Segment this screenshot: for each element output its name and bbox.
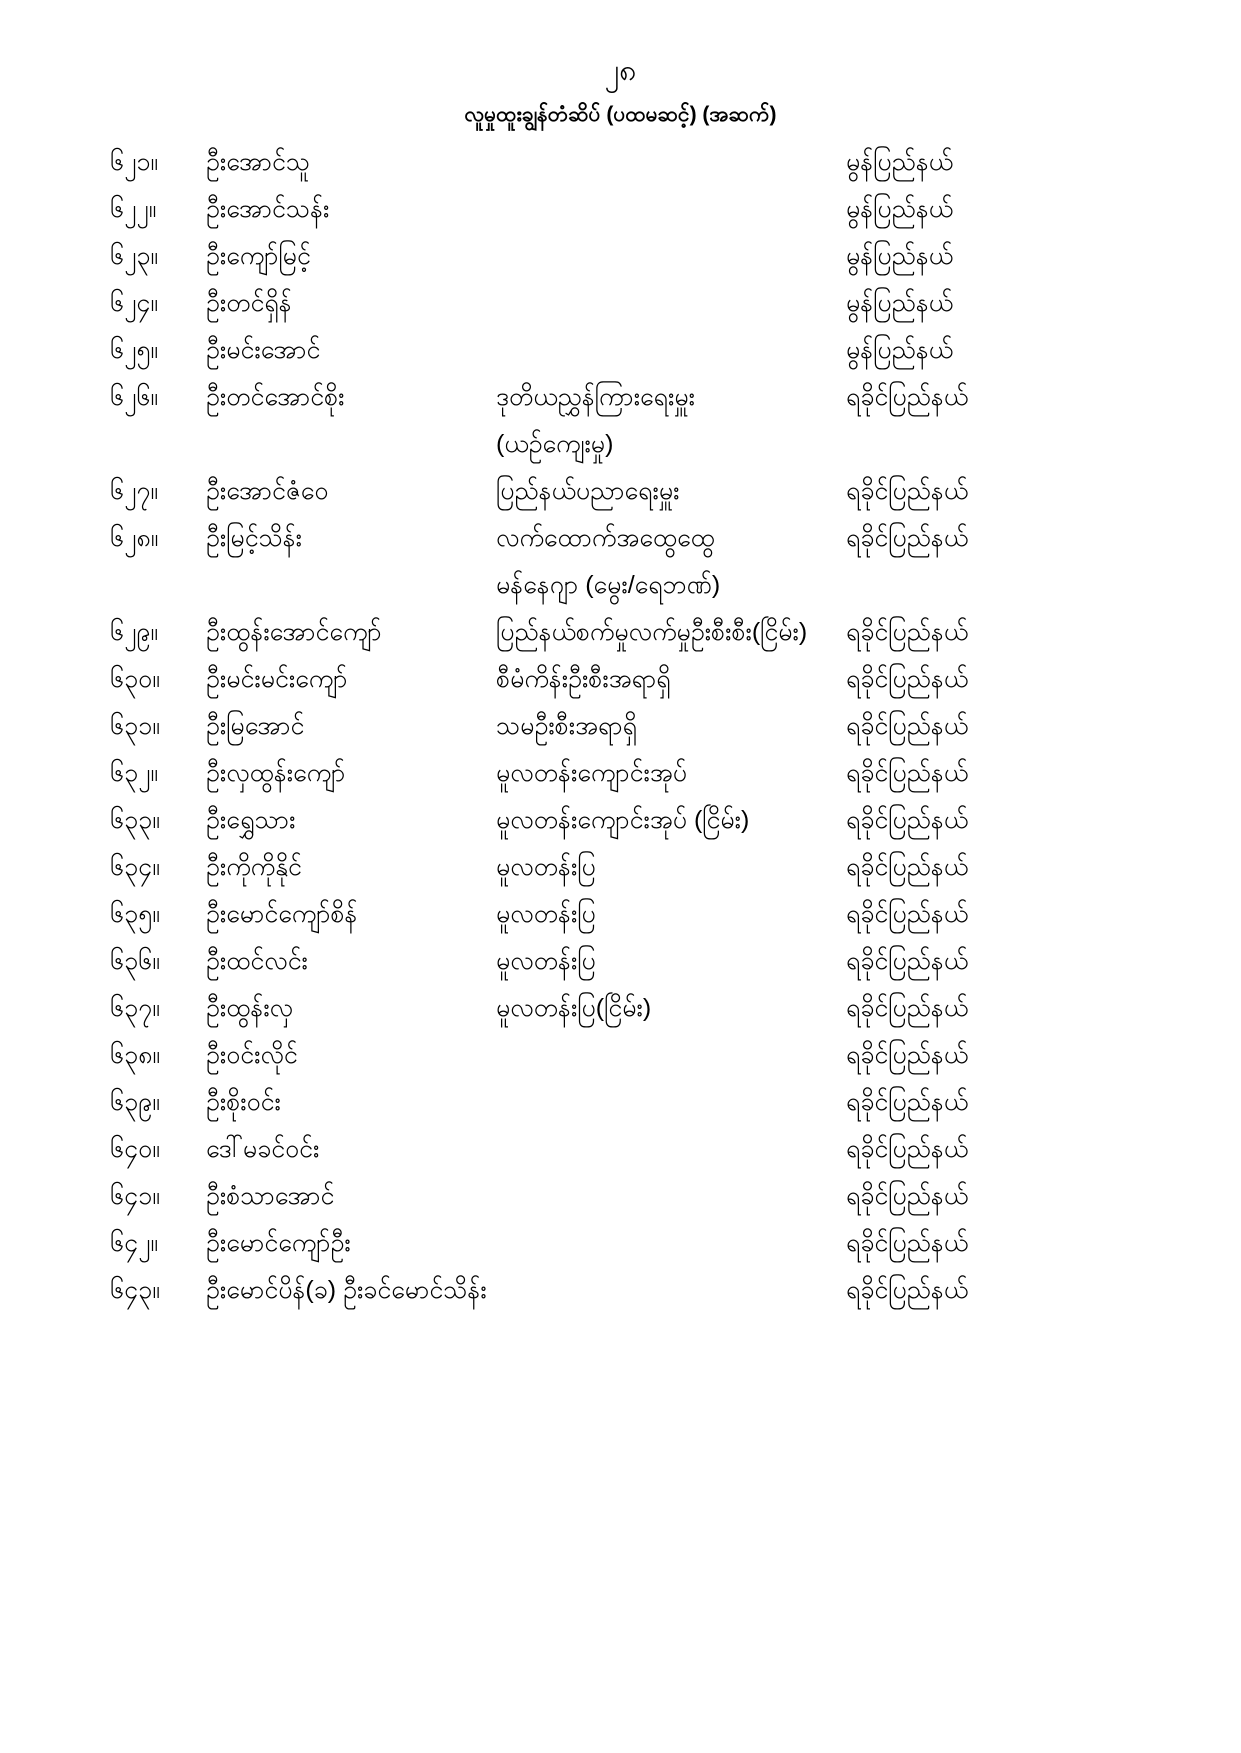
continuation-spacer bbox=[846, 573, 1131, 620]
entry-position: မူလတန်းပြ bbox=[496, 947, 596, 976]
entry-position-line2: မန်နေဂျာ (မွေး/ရေဘဏ်) bbox=[496, 571, 721, 600]
continuation-spacer bbox=[206, 573, 496, 620]
entry-position: လက်ထောက်အထွေထွေ bbox=[496, 524, 715, 553]
entry-region: မွန်ပြည်နယ် bbox=[846, 336, 954, 365]
entry-name: ဦးကျော်မြင့် bbox=[206, 242, 311, 271]
table-row bbox=[110, 1184, 1131, 1231]
entry-position bbox=[496, 1043, 846, 1090]
entry-position bbox=[496, 197, 846, 244]
continuation-spacer bbox=[846, 432, 1131, 479]
entry-name: ဦးမောင်ပိန်(ခ) ဦးခင်မောင်သိန်း bbox=[206, 1276, 487, 1305]
entry-position: ပြည်နယ်စက်မှုလက်မှုဦးစီးစီး(ငြိမ်း) bbox=[496, 618, 808, 647]
entry-region: ရခိုင်ပြည်နယ် bbox=[846, 900, 969, 929]
page-number: ၂၈ bbox=[604, 54, 637, 87]
entry-number: ၆၃၈။ bbox=[110, 1041, 160, 1070]
entry-position: သမဦးစီးအရာရှိ bbox=[496, 712, 638, 741]
entry-region: ရခိုင်ပြည်နယ် bbox=[846, 665, 969, 694]
entry-region: ရခိုင်ပြည်နယ် bbox=[846, 1088, 969, 1117]
entry-position bbox=[496, 1137, 846, 1184]
entry-name: ဦးတင်ရှိန် bbox=[206, 289, 292, 318]
table-row bbox=[110, 761, 1131, 808]
entry-name: ဦးအောင်ဇံဝေ bbox=[206, 477, 329, 506]
entry-number: ၆၃၃။ bbox=[110, 806, 160, 835]
entry-number: ၆၃၂။ bbox=[110, 759, 158, 788]
entry-number: ၆၂၁။ bbox=[110, 148, 158, 177]
entry-position: မူလတန်းပြ bbox=[496, 853, 596, 882]
continuation-spacer bbox=[110, 432, 206, 479]
entry-name: ဦးအောင်သူ bbox=[206, 148, 311, 177]
page-title: လူမှုထူးချွန်တံဆိပ် (ပထမဆင့်) (အဆက်) bbox=[464, 103, 777, 126]
entry-number: ၆၄၂။ bbox=[110, 1229, 158, 1258]
table-row bbox=[110, 1090, 1131, 1137]
table-row bbox=[110, 150, 1131, 197]
table-row bbox=[110, 197, 1131, 244]
entry-region: ရခိုင်ပြည်နယ် bbox=[846, 618, 969, 647]
entry-name: ဒေါ်မခင်ဝင်း bbox=[206, 1135, 320, 1164]
entry-name: ဦးမြင့်သိန်း bbox=[206, 524, 303, 553]
entry-number: ၆၃၇။ bbox=[110, 994, 160, 1023]
entry-region: ရခိုင်ပြည်နယ် bbox=[846, 712, 969, 741]
table-row bbox=[110, 1278, 1131, 1325]
table-row bbox=[110, 338, 1131, 385]
entry-region: ရခိုင်ပြည်နယ် bbox=[846, 1229, 969, 1258]
entry-region: ရခိုင်ပြည်နယ် bbox=[846, 1182, 969, 1211]
entry-name: ဦးရွှေသား bbox=[206, 806, 296, 835]
entry-name: ဦးတင်အောင်စိုး bbox=[206, 383, 345, 412]
entry-region: ရခိုင်ပြည်နယ် bbox=[846, 947, 969, 976]
entry-name: ဦးမြအောင် bbox=[206, 712, 305, 741]
entry-number: ၆၃၀။ bbox=[110, 665, 160, 694]
entry-name: ဦးဝင်းလိုင် bbox=[206, 1041, 298, 1070]
entry-number: ၆၃၅။ bbox=[110, 900, 160, 929]
continuation-spacer bbox=[206, 432, 496, 479]
entry-number: ၆၃၉။ bbox=[110, 1088, 160, 1117]
entry-number: ၆၂၈။ bbox=[110, 524, 159, 553]
table-row bbox=[110, 291, 1131, 338]
entry-position: မူလတန်းကျောင်းအုပ် (ငြိမ်း) bbox=[496, 806, 750, 835]
continuation-spacer bbox=[110, 573, 206, 620]
entry-name: ဦးအောင်သန်း bbox=[206, 195, 330, 224]
entry-number: ၆၃၄။ bbox=[110, 853, 160, 882]
entry-number: ၆၂၅။ bbox=[110, 336, 158, 365]
entry-name: ဦးစံသာအောင် bbox=[206, 1182, 335, 1211]
table-row bbox=[110, 1231, 1131, 1278]
table-row bbox=[110, 949, 1131, 996]
entry-region: မွန်ပြည်နယ် bbox=[846, 242, 954, 271]
entry-region: ရခိုင်ပြည်နယ် bbox=[846, 759, 969, 788]
entry-region: ရခိုင်ပြည်နယ် bbox=[846, 1041, 969, 1070]
table-row bbox=[110, 1137, 1131, 1184]
entry-position bbox=[496, 338, 846, 385]
entry-name: ဦးထွန်းအောင်ကျော် bbox=[206, 618, 382, 647]
entry-number: ၆၂၉။ bbox=[110, 618, 158, 647]
entry-name: ဦးမောင်ကျော်စိန် bbox=[206, 900, 358, 929]
entry-name: ဦးမောင်ကျော်ဦး bbox=[206, 1229, 351, 1258]
entry-name: ဦးမင်းအောင် bbox=[206, 336, 321, 365]
entry-number: ၆၃၁။ bbox=[110, 712, 160, 741]
table-row bbox=[110, 526, 1131, 573]
table-row bbox=[110, 667, 1131, 714]
entry-position: စီမံကိန်းဦးစီးအရာရှိ bbox=[496, 665, 671, 694]
entry-position-line2: (ယဉ်ကျေးမှု) bbox=[496, 430, 614, 459]
table-row bbox=[110, 620, 1131, 667]
entry-region: ရခိုင်ပြည်နယ် bbox=[846, 1135, 969, 1164]
table-row bbox=[110, 808, 1131, 855]
table-row bbox=[110, 902, 1131, 949]
table-row bbox=[110, 1043, 1131, 1090]
entry-region: ရခိုင်ပြည်နယ် bbox=[846, 383, 969, 412]
entry-region: ရခိုင်ပြည်နယ် bbox=[846, 853, 969, 882]
entry-position: မူလတန်းပြ(ငြိမ်း) bbox=[496, 994, 652, 1023]
entry-position: ဒုတိယညွှန်ကြားရေးမှူး bbox=[496, 383, 695, 412]
table-row bbox=[110, 855, 1131, 902]
entry-region: ရခိုင်ပြည်နယ် bbox=[846, 806, 969, 835]
entry-number: ၆၄၀။ bbox=[110, 1135, 160, 1164]
entry-number: ၆၂၃။ bbox=[110, 242, 158, 271]
entry-region: မွန်ပြည်နယ် bbox=[846, 289, 954, 318]
awardee-table-body bbox=[110, 150, 1131, 1325]
table-row-continuation bbox=[110, 432, 1131, 479]
table-row-continuation bbox=[110, 573, 1131, 620]
table-row bbox=[110, 385, 1131, 432]
entry-position: ပြည်နယ်ပညာရေးမှူး bbox=[496, 477, 680, 506]
entry-position bbox=[496, 291, 846, 338]
table-row bbox=[110, 479, 1131, 526]
entry-number: ၆၃၆။ bbox=[110, 947, 160, 976]
entry-region: ရခိုင်ပြည်နယ် bbox=[846, 994, 969, 1023]
entry-region: ရခိုင်ပြည်နယ် bbox=[846, 524, 969, 553]
entry-number: ၆၂၄။ bbox=[110, 289, 158, 318]
entry-position bbox=[496, 1231, 846, 1278]
table-row bbox=[110, 996, 1131, 1043]
entry-name: ဦးထင်လင်း bbox=[206, 947, 308, 976]
entry-number: ၆၂၆။ bbox=[110, 383, 158, 412]
entry-region: ရခိုင်ပြည်နယ် bbox=[846, 477, 969, 506]
awardee-table bbox=[110, 150, 1131, 1325]
entry-number: ၆၄၃။ bbox=[110, 1276, 160, 1305]
entry-position bbox=[496, 150, 846, 197]
entry-region: မွန်ပြည်နယ် bbox=[846, 195, 954, 224]
entry-position bbox=[496, 1184, 846, 1231]
entry-position bbox=[496, 1090, 846, 1137]
entry-region: မွန်ပြည်နယ် bbox=[846, 148, 954, 177]
entry-number: ၆၄၁။ bbox=[110, 1182, 160, 1211]
entry-position bbox=[496, 244, 846, 291]
entry-number: ၆၂၇။ bbox=[110, 477, 158, 506]
entry-name: ဦးစိုးဝင်း bbox=[206, 1088, 281, 1117]
entry-name: ဦးကိုကိုနိုင် bbox=[206, 853, 302, 882]
entry-name: ဦးလှထွန်းကျော် bbox=[206, 759, 346, 788]
entry-region: ရခိုင်ပြည်နယ် bbox=[846, 1276, 969, 1305]
entry-name: ဦးထွန်းလှ bbox=[206, 994, 294, 1023]
entry-number: ၆၂၂။ bbox=[110, 195, 157, 224]
table-row bbox=[110, 244, 1131, 291]
entry-name: ဦးမင်းမင်းကျော် bbox=[206, 665, 348, 694]
table-row bbox=[110, 714, 1131, 761]
entry-position: မူလတန်းပြ bbox=[496, 900, 596, 929]
entry-position: မူလတန်းကျောင်းအုပ် bbox=[496, 759, 688, 788]
